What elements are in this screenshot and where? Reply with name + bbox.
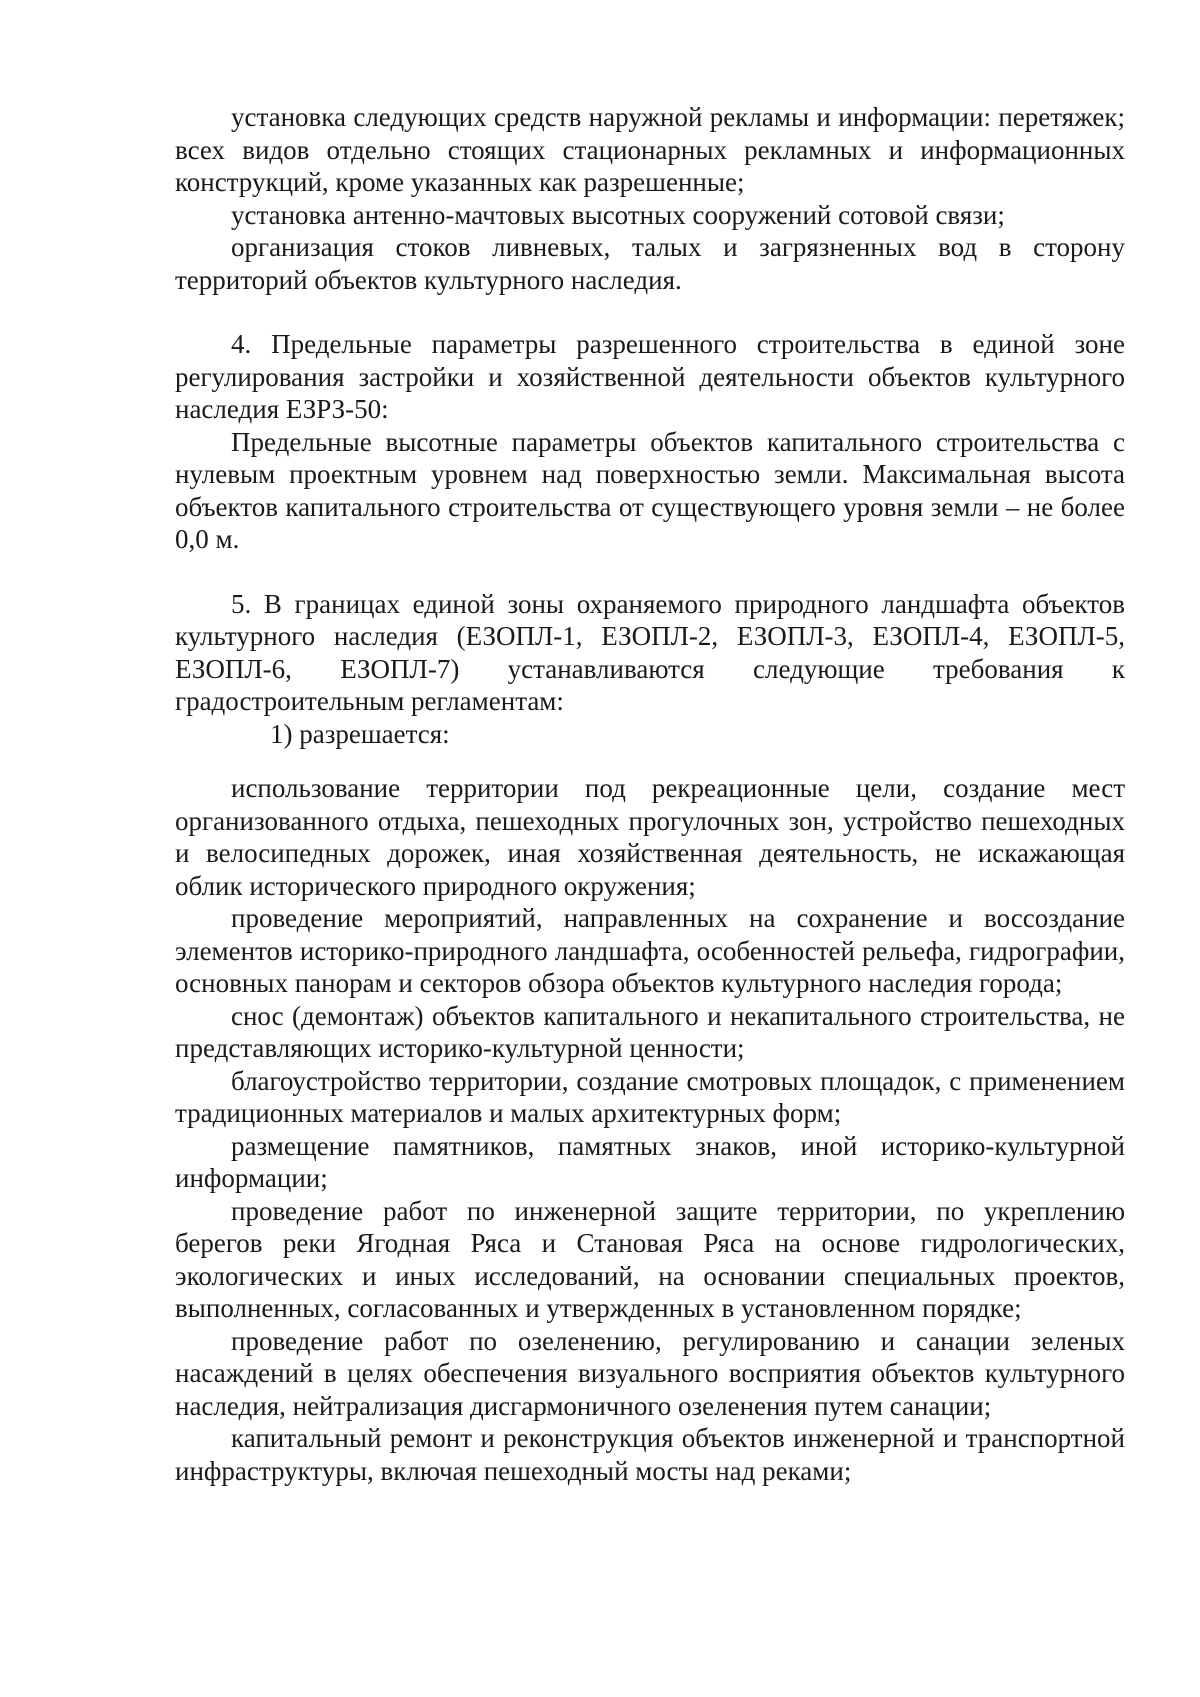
paragraph-antenna-restriction: установка антенно-мачтовых высотных сооружений сотовой связи; bbox=[231, 199, 1005, 230]
permitted-item: проведение мероприятий, направленных на сохранение и воссоздание элементов историко-природного ландшафта, особенностей рельефа, гидрографии, основных панорам и секторов обзора объектов культурного наследия города; bbox=[175, 903, 1125, 998]
spacer bbox=[175, 556, 1125, 588]
document-body bbox=[175, 101, 1125, 1487]
paragraph-drainage-restriction: организация стоков ливневых, талых и загрязненных вод в сторону территорий объектов культурного наследия. bbox=[175, 232, 1125, 295]
permitted-item: благоустройство территории, создание смотровых площадок, с применением традиционных материалов и малых архитектурных форм; bbox=[175, 1065, 1125, 1128]
permitted-item: проведение работ по инженерной защите территории, по укреплению берегов реки Ягодная Ряса и Становая Ряса на основе гидрологических, экологических и иных исследований, на основании специальных проектов, выполненных, согласованных и утвержденных в установленном порядке; bbox=[175, 1195, 1125, 1323]
permitted-item: размещение памятников, памятных знаков, иной историко-культурной информации; bbox=[175, 1130, 1125, 1193]
spacer bbox=[175, 296, 1125, 328]
paragraph-advertising-restriction: установка следующих средств наружной рекламы и информации: перетяжек; всех видов отдельно стоящих стационарных рекламных и информационных конструкций, кроме указанных как разрешенные; bbox=[175, 102, 1125, 197]
section-4-text: Предельные высотные параметры объектов капитального строительства с нулевым проектным уровнем над поверхностью земли. Максимальная высота объектов капитального строительства от существующего уровня земли – не более 0,0 м. bbox=[175, 426, 1125, 554]
permitted-item: капитальный ремонт и реконструкция объектов инженерной и транспортной инфраструктуры, включая пешеходный мосты над реками; bbox=[175, 1423, 1125, 1486]
section-4-heading: 4. Предельные параметры разрешенного строительства в единой зоне регулирования застройки и хозяйственной деятельности объектов культурного наследия ЕЗРЗ-50: bbox=[175, 329, 1125, 424]
spacer bbox=[175, 750, 1125, 772]
permitted-item: использование территории под рекреационные цели, создание мест организованного отдыха, пешеходных прогулочных зон, устройство пешеходных и велосипедных дорожек, иная хозяйственная деятельность, не искажающая облик исторического природного окружения; bbox=[175, 773, 1125, 901]
section-5-subheading: 1) разрешается: bbox=[270, 718, 450, 749]
section-5-heading: 5. В границах единой зоны охраняемого природного ландшафта объектов культурного наследия (ЕЗОПЛ-1, ЕЗОПЛ-2, ЕЗОПЛ-3, ЕЗОПЛ-4, ЕЗОПЛ-5, ЕЗОПЛ-6, ЕЗОПЛ-7) устанавливаются следующие требования к градостроительным регламентам: bbox=[175, 588, 1125, 716]
permitted-item: снос (демонтаж) объектов капитального и некапитального строительства, не представляющих историко-культурной ценности; bbox=[175, 1000, 1125, 1063]
permitted-item: проведение работ по озеленению, регулированию и санации зеленых насаждений в целях обеспечения визуального восприятия объектов культурного наследия, нейтрализация дисгармоничного озеленения путем санации; bbox=[175, 1325, 1125, 1421]
